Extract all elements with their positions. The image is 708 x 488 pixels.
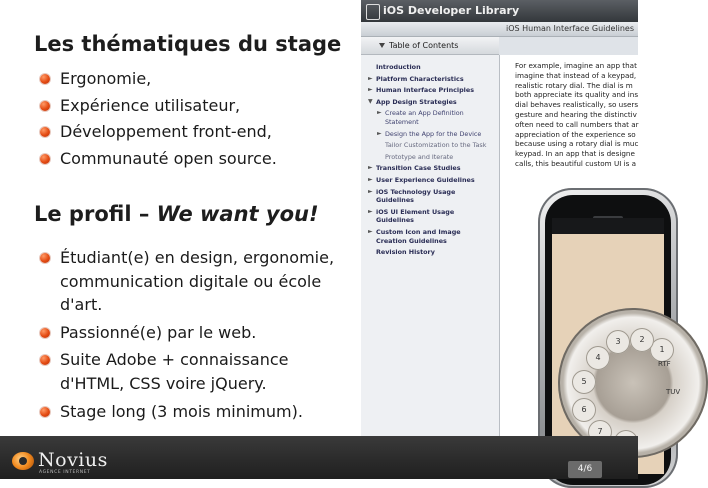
toc-item-label: App Design Strategies [376,97,457,106]
content-line: keypad. In an app that is designe [515,149,635,159]
bullet-icon [40,328,50,338]
chevron-down-icon: ▼ [368,97,373,105]
chevron-right-icon: ► [377,109,382,117]
breadcrumb-bar [361,22,638,37]
content-line: calls, this beautiful custom UI is a [515,158,637,168]
toc-item[interactable] [361,98,499,107]
content-line: For example, imagine an app that [515,61,637,70]
bullet-icon [40,154,50,164]
bullet-icon [40,253,50,263]
section-title-profile [34,202,319,226]
content-line: appreciation of the experience so [515,129,636,139]
app-icon [366,4,380,20]
dial-hole: 7 [588,420,612,444]
content-paragraph [515,61,645,169]
list-item-text: Suite Adobe + connaissance d'HTML, CSS voire jQuery. [60,350,289,393]
dial-hole: 5 [572,370,596,394]
profile-title-emphasis: We want you! [156,202,319,226]
chevron-right-icon: ► [368,175,373,183]
list-item-text: Développement front-end, [60,122,272,142]
chevron-right-icon: ► [368,86,373,94]
list-item-text: Stage long (3 mois minimum). [60,401,303,421]
bullet-icon [40,101,50,111]
chevron-down-icon [379,43,385,48]
content-line: gesture and hearing the distinctiv [515,109,637,119]
list-item [38,321,338,345]
toc-item[interactable] [361,141,499,150]
list-item [38,246,338,317]
toc-item-label: User Experience Guidelines [376,175,475,184]
list-item-text: Passionné(e) par le web. [60,322,257,342]
library-title: iOS Developer Library [383,4,520,17]
profile-title-prefix: Le profil – [34,202,157,226]
list-item-text: Ergonomie, [60,69,152,88]
toc-item[interactable] [361,109,499,126]
list-item [38,348,338,395]
breadcrumb[interactable]: iOS Human Interface Guidelines [506,24,634,33]
content-line: often need to call numbers that ar [515,119,639,129]
toc-item[interactable] [361,188,499,205]
library-header [361,0,638,22]
toc-item[interactable] [361,164,499,173]
dial-hole: 1 [650,338,674,362]
list-item-text: Expérience utilisateur, [60,95,241,115]
slide-footer [0,436,638,479]
toc-item-label: Human Interface Principles [376,86,475,95]
dial-label: RTF [658,360,671,368]
document-content [500,55,681,436]
table-of-contents [361,55,500,436]
chevron-right-icon: ► [368,164,373,172]
chevron-right-icon: ► [368,227,373,235]
chevron-right-icon: ► [377,129,382,137]
page-indicator: 4/6 [568,461,602,478]
bullet-icon [40,127,50,137]
list-item-text: Communauté open source. [60,148,277,168]
toc-item[interactable] [361,153,499,162]
toc-item-label: Create an App Definition Statement [385,109,464,126]
dial-hole: 4 [586,346,610,370]
toc-item[interactable] [361,228,499,245]
section-title-themes: Les thématiques du stage [34,32,342,56]
toc-item[interactable] [361,130,499,139]
list-item-text: Étudiant(e) en design, ergonomie, communication digitale ou école d'art. [60,248,335,315]
logo-wordmark: Novius [38,449,108,471]
slide-text-column [0,0,350,430]
toc-header[interactable] [361,37,499,55]
content-line: because using a rotary dial is muc [515,139,639,149]
toc-item-label: iOS UI Element Usage Guidelines [376,207,455,225]
toc-item-label: Tailor Customization to the Task [385,141,487,150]
ios-library-screenshot [361,0,681,436]
toc-item[interactable] [361,75,499,84]
novius-logo [12,451,132,473]
toc-item[interactable] [361,208,499,225]
list-item [38,120,338,144]
logo-icon [12,452,34,470]
profile-list [38,246,338,427]
content-line: dial behaves realistically, so users [515,100,639,110]
bullet-icon [40,407,50,417]
list-item [38,67,338,91]
dial-hole: 6 [572,398,596,422]
toc-item-label: Prototype and Iterate [385,152,454,161]
chevron-right-icon: ► [368,187,373,195]
bullet-icon [40,355,50,365]
toc-item-label: iOS Technology Usage Guidelines [376,187,456,205]
themes-list [38,67,338,173]
toc-title: Table of Contents [389,41,459,50]
chevron-right-icon: ► [368,74,373,82]
dial-label: TUV [666,388,681,396]
content-line: realistic rotary dial. The dial is m [515,80,633,90]
toc-item-label: Custom Icon and Image Creation Guidelines [376,227,461,245]
logo-tagline: AGENCE INTERNET [39,470,91,475]
toc-item-label: Design the App for the Device [385,129,482,138]
toc-item-label: Introduction [376,63,421,71]
dial-hole: 2 [630,328,654,352]
toc-item[interactable] [361,86,499,95]
chevron-right-icon: ► [368,207,373,215]
toc-item[interactable] [361,63,499,72]
list-item [38,147,338,171]
toc-item[interactable] [361,176,499,185]
list-item [38,94,338,118]
content-line: both appreciate its quality and ins [515,90,639,100]
dial-hole: 3 [606,330,630,354]
toc-item-label: Platform Characteristics [376,74,464,83]
bullet-icon [40,74,50,84]
content-line: imagine that instead of a keypad, [515,70,637,80]
phone-status-band [552,218,664,234]
toc-item-label: Transition Case Studies [376,164,461,173]
toc-item[interactable] [361,248,499,257]
list-item [38,400,338,424]
toc-item-label: Revision History [376,248,435,257]
